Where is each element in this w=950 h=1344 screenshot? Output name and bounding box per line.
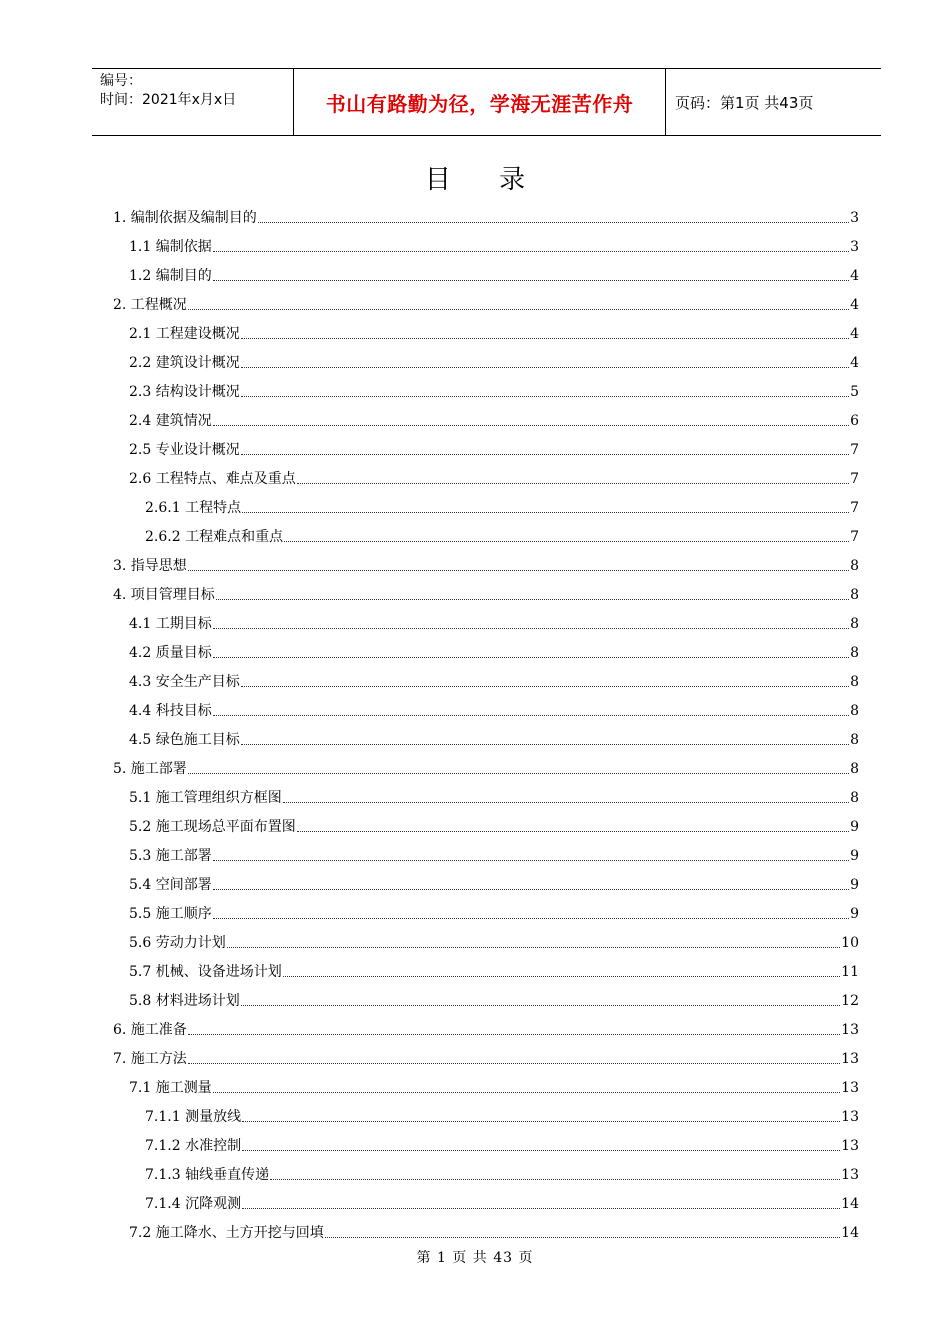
toc-entry-label: 4.4 科技目标: [129, 703, 212, 719]
toc-entry-page: 7: [850, 529, 859, 545]
toc-dot-leader: [241, 686, 849, 687]
toc-dot-leader: [258, 222, 849, 223]
toc-entry[interactable]: [113, 1039, 859, 1068]
toc-entry-page: 3: [850, 239, 859, 255]
toc-dot-leader: [227, 947, 840, 948]
toc-entry-page: 8: [850, 674, 859, 690]
toc-entry-label: 7. 施工方法: [113, 1051, 187, 1067]
toc-dot-leader: [213, 425, 849, 426]
toc-entry-page: 9: [850, 877, 859, 893]
toc-entry[interactable]: [129, 633, 859, 662]
toc-dot-leader: [297, 831, 849, 832]
toc-entry[interactable]: [145, 488, 859, 517]
toc-entry[interactable]: [129, 952, 859, 981]
toc-entry-label: 5.3 施工部署: [129, 848, 212, 864]
toc-entry-label: 4.1 工期目标: [129, 616, 212, 632]
toc-entry[interactable]: [129, 401, 859, 430]
toc-entry-label: 5. 施工部署: [113, 761, 187, 777]
toc-entry-label: 7.1.4 沉降观测: [145, 1196, 242, 1212]
toc-entry-label: 2.6 工程特点、难点及重点: [129, 471, 296, 487]
toc-entry-label: 2. 工程概况: [113, 297, 187, 313]
toc-entry[interactable]: [113, 1010, 859, 1039]
document-time-label: 时间：2021年x月x日: [100, 92, 237, 108]
toc-entry-label: 2.5 专业设计概况: [129, 442, 240, 458]
toc-entry-label: 5.2 施工现场总平面布置图: [129, 819, 296, 835]
toc-dot-leader: [213, 628, 849, 629]
toc-entry-label: 4.2 质量目标: [129, 645, 212, 661]
toc-entry-label: 7.2 施工降水、土方开挖与回填: [129, 1225, 324, 1241]
toc-entry-label: 2.6.2 工程难点和重点: [145, 529, 284, 545]
toc-entry[interactable]: [129, 604, 859, 633]
toc-entry-label: 4. 项目管理目标: [113, 587, 215, 603]
toc-entry[interactable]: [129, 865, 859, 894]
toc-entry-page: 3: [850, 210, 859, 226]
toc-entry-page: 13: [841, 1051, 859, 1067]
toc-entry[interactable]: [129, 894, 859, 923]
toc-entry-label: 7.1.2 水准控制: [145, 1138, 242, 1154]
toc-dot-leader: [297, 483, 849, 484]
toc-entry-label: 6. 施工准备: [113, 1022, 187, 1038]
toc-entry[interactable]: [129, 981, 859, 1010]
toc-entry[interactable]: [113, 198, 859, 227]
toc-entry[interactable]: [145, 517, 859, 546]
header-motto-cell: [293, 69, 666, 135]
toc-entry[interactable]: [129, 691, 859, 720]
toc-dot-leader: [284, 541, 849, 542]
toc-dot-leader: [213, 280, 849, 281]
toc-entry-page: 7: [850, 442, 859, 458]
toc-dot-leader: [213, 860, 849, 861]
toc-entry-page: 14: [841, 1196, 859, 1212]
toc-dot-leader: [188, 309, 849, 310]
document-number-label: 编号：: [100, 73, 142, 89]
toc-entry-label: 7.1.3 轴线垂直传递: [145, 1167, 270, 1183]
toc-entry[interactable]: [129, 459, 859, 488]
toc-entry-label: 7.1.1 测量放线: [145, 1109, 242, 1125]
toc-dot-leader: [188, 1063, 840, 1064]
toc-entry[interactable]: [129, 227, 859, 256]
toc-dot-leader: [241, 1005, 840, 1006]
page-footer: 第 1 页 共 43 页: [416, 1250, 534, 1266]
toc-entry-page: 14: [841, 1225, 859, 1241]
toc-dot-leader: [241, 338, 849, 339]
toc-dot-leader: [213, 918, 849, 919]
toc-entry[interactable]: [145, 1184, 859, 1213]
header-motto: 书山有路勤为径，学海无涯苦作舟: [325, 91, 634, 116]
toc-entry-label: 1.2 编制目的: [129, 268, 212, 284]
toc-dot-leader: [325, 1237, 840, 1238]
toc-dot-leader: [242, 1208, 840, 1209]
toc-entry[interactable]: [129, 720, 859, 749]
toc-entry[interactable]: [129, 430, 859, 459]
toc-entry-page: 8: [850, 645, 859, 661]
toc-dot-leader: [242, 1150, 840, 1151]
toc-entry-label: 5.8 材料进场计划: [129, 993, 240, 1009]
toc-entry-page: 4: [850, 326, 859, 342]
toc-entry-label: 2.4 建筑情况: [129, 413, 212, 429]
toc-entry-label: 4.3 安全生产目标: [129, 674, 240, 690]
toc-entry[interactable]: [129, 1068, 859, 1097]
toc-entry[interactable]: [129, 1213, 859, 1242]
toc-entry[interactable]: [113, 575, 859, 604]
toc-entry[interactable]: [129, 372, 859, 401]
page-header: [92, 68, 881, 136]
toc-entry-page: 4: [850, 355, 859, 371]
toc-entry-label: 1.1 编制依据: [129, 239, 212, 255]
toc-entry-label: 5.4 空间部署: [129, 877, 212, 893]
toc-dot-leader: [213, 251, 849, 252]
toc-entry-page: 4: [850, 268, 859, 284]
toc-entry-page: 8: [850, 790, 859, 806]
toc-entry[interactable]: [145, 1097, 859, 1126]
toc-entry-page: 13: [841, 1138, 859, 1154]
toc-entry[interactable]: [145, 1155, 859, 1184]
toc-entry[interactable]: [129, 662, 859, 691]
toc-entry-label: 5.7 机械、设备进场计划: [129, 964, 282, 980]
toc-entry-label: 2.6.1 工程特点: [145, 500, 242, 516]
toc-dot-leader: [242, 512, 849, 513]
toc-entry-page: 10: [841, 935, 859, 951]
toc-entry-page: 12: [841, 993, 859, 1009]
toc-entry[interactable]: [129, 343, 859, 372]
toc-dot-leader: [283, 976, 840, 977]
toc-entry-page: 7: [850, 500, 859, 516]
toc-dot-leader: [241, 744, 849, 745]
toc-entry[interactable]: [129, 836, 859, 865]
toc-entry[interactable]: [113, 546, 859, 575]
toc-dot-leader: [283, 802, 849, 803]
header-page-label: 页码：第1页 共43页: [675, 93, 814, 112]
toc-entry[interactable]: [129, 807, 859, 836]
toc-dot-leader: [242, 1121, 840, 1122]
toc-title: 目 录: [424, 165, 546, 195]
toc-entry-label: 3. 指导思想: [113, 558, 187, 574]
toc-entry-label: 1. 编制依据及编制目的: [113, 210, 257, 226]
toc-entry-label: 2.2 建筑设计概况: [129, 355, 240, 371]
toc-entry-page: 8: [850, 616, 859, 632]
toc-entry-page: 7: [850, 471, 859, 487]
toc-entry[interactable]: [129, 256, 859, 285]
toc-entry-page: 9: [850, 848, 859, 864]
toc-entry-page: 13: [841, 1022, 859, 1038]
toc-dot-leader: [241, 367, 849, 368]
header-meta-cell: [92, 69, 293, 135]
toc-dot-leader: [216, 599, 849, 600]
toc-entry-page: 6: [850, 413, 859, 429]
toc-entry-label: 2.3 结构设计概况: [129, 384, 240, 400]
toc-dot-leader: [213, 715, 849, 716]
toc-dot-leader: [188, 570, 849, 571]
toc-entry-label: 7.1 施工测量: [129, 1080, 212, 1096]
toc-entry-page: 8: [850, 761, 859, 777]
toc-entry-page: 9: [850, 906, 859, 922]
toc-entry-page: 11: [841, 964, 859, 980]
toc-dot-leader: [270, 1179, 840, 1180]
toc-entry-label: 5.6 劳动力计划: [129, 935, 226, 951]
toc-entry-page: 13: [841, 1080, 859, 1096]
toc-entry-label: 4.5 绿色施工目标: [129, 732, 240, 748]
toc-entry-label: 5.5 施工顺序: [129, 906, 212, 922]
toc-dot-leader: [188, 1034, 840, 1035]
toc-entry-page: 8: [850, 558, 859, 574]
toc-entry-page: 4: [850, 297, 859, 313]
toc-entry-label: 2.1 工程建设概况: [129, 326, 240, 342]
toc-entry[interactable]: [113, 749, 859, 778]
toc-dot-leader: [188, 773, 849, 774]
toc-entry-page: 5: [850, 384, 859, 400]
header-page-cell: [666, 69, 881, 135]
toc-dot-leader: [241, 396, 849, 397]
toc-dot-leader: [213, 657, 849, 658]
toc-entry-page: 8: [850, 703, 859, 719]
toc-entry[interactable]: [113, 285, 859, 314]
toc-entry-page: 9: [850, 819, 859, 835]
toc-dot-leader: [213, 889, 849, 890]
toc-entry-page: 13: [841, 1167, 859, 1183]
toc-entry[interactable]: [129, 778, 859, 807]
toc-entry[interactable]: [145, 1126, 859, 1155]
toc-entry-page: 8: [850, 587, 859, 603]
toc-entry[interactable]: [129, 314, 859, 343]
toc-entry-page: 13: [841, 1109, 859, 1125]
toc-entry[interactable]: [129, 923, 859, 952]
toc-dot-leader: [213, 1092, 840, 1093]
toc-dot-leader: [241, 454, 849, 455]
toc-entry-page: 8: [850, 732, 859, 748]
toc-entry-label: 5.1 施工管理组织方框图: [129, 790, 282, 806]
